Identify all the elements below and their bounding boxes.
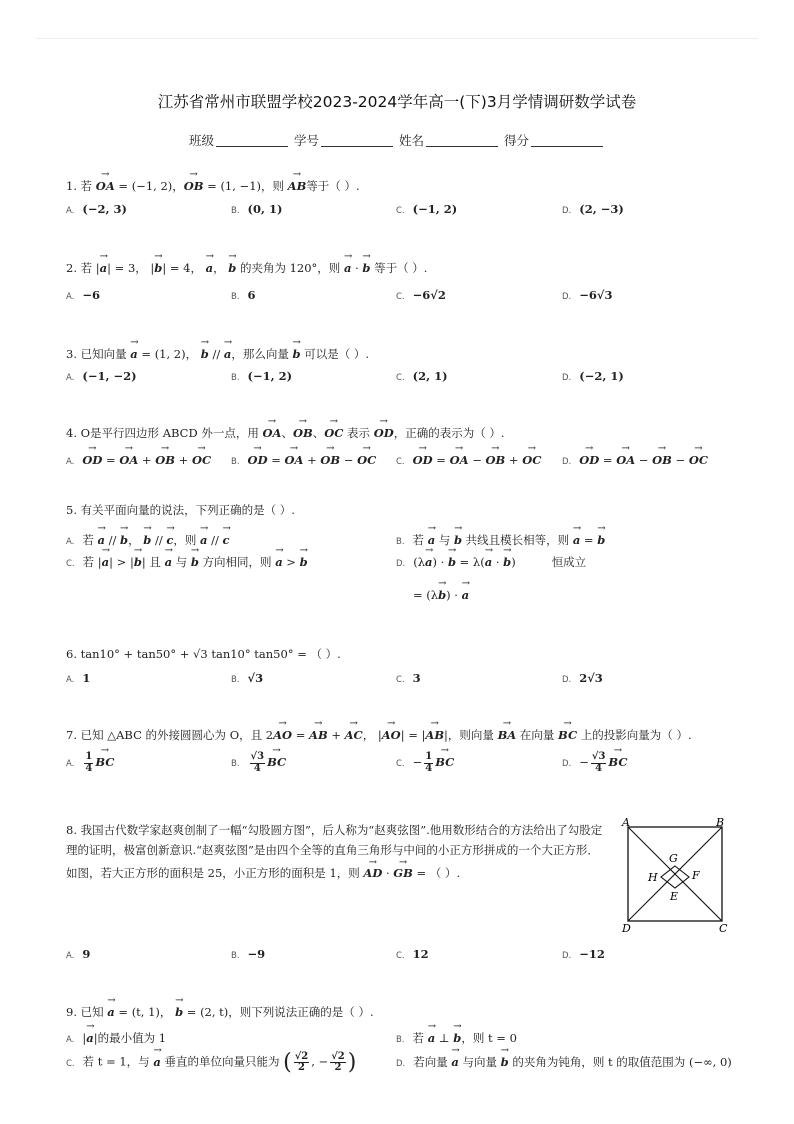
q8-option-d[interactable]: D. −12 xyxy=(562,947,605,961)
label-c: C xyxy=(719,922,728,935)
q6-option-c[interactable]: C. 3 xyxy=(396,671,421,685)
score-label: 得分 xyxy=(503,133,529,148)
q3-option-b[interactable]: B. (−1, 2) xyxy=(231,369,293,383)
page-top-rule xyxy=(36,38,758,39)
q8-option-c[interactable]: C. 12 xyxy=(396,947,429,961)
q2-option-b[interactable]: B. 6 xyxy=(231,288,256,302)
q3-option-d[interactable]: D. (−2, 1) xyxy=(562,369,624,383)
q5-option-c[interactable]: C. 若 |→ a| > |→ b| 且 → a 与 → b 方向相同，则 → a > → b xyxy=(66,552,308,570)
label-h: H xyxy=(648,871,658,884)
q2-option-d[interactable]: D. −6√3 xyxy=(562,288,613,302)
q1-option-b[interactable]: B. (0, 1) xyxy=(231,202,283,216)
q4-option-d[interactable]: D.→ OD = → OA − → OB − → OC xyxy=(562,450,708,467)
class-blank[interactable] xyxy=(216,146,288,147)
q1-option-d[interactable]: D. (2, −3) xyxy=(562,202,624,216)
q6-option-d[interactable]: D. 2√3 xyxy=(562,671,603,685)
q8-option-a[interactable]: A. 9 xyxy=(66,947,91,961)
score-blank[interactable] xyxy=(531,146,603,147)
q6-option-a[interactable]: A. 1 xyxy=(66,671,91,685)
q5-option-d[interactable]: D. (λ→ a) · → b = λ(→ a · → b) 恒成立 xyxy=(396,552,586,570)
question-1: 1. 若 → OA = (−1, 2)，→ OB = (1, −1)，则 → AB等于（ ）. xyxy=(66,176,360,194)
id-label: 学号 xyxy=(293,133,319,148)
q3-option-a[interactable]: A. (−1, −2) xyxy=(66,369,137,383)
label-b: B xyxy=(716,816,725,829)
q5-option-b[interactable]: B. 若 → a 与 → b 共线且模长相等，则 → a = → b xyxy=(396,530,605,548)
q9-option-c[interactable]: C. 若 t = 1，与 → a 垂直的单位向量只能为 ( $\frac{√2}{2}$ , − $\frac{√2}{2}$ ) xyxy=(66,1050,356,1075)
q4-option-a[interactable]: A.→ OD = → OA + → OB + → OC xyxy=(66,450,211,467)
q6-option-b[interactable]: B. √3 xyxy=(231,671,264,685)
label-g: G xyxy=(669,852,678,865)
q7-option-d[interactable]: D. − $\frac{√3}{4}$ → BC xyxy=(562,752,628,774)
question-6: 6. tan10° + tan50° + √3 tan10° tan50° = （ ）. xyxy=(66,647,341,661)
q2-option-a[interactable]: A. −6 xyxy=(66,288,101,302)
label-a: A xyxy=(622,816,630,829)
q1-option-a[interactable]: A. (−2, 3) xyxy=(66,202,127,216)
q1-option-c[interactable]: C. (−1, 2) xyxy=(396,202,458,216)
q7-option-b[interactable]: B. $\frac{√3}{4}$ → BC xyxy=(231,752,286,774)
q5-option-d-line2: = (λ→ b) · → a xyxy=(413,585,469,602)
name-blank[interactable] xyxy=(426,146,498,147)
q4-option-c[interactable]: C.→ OD = → OA − → OB + → OC xyxy=(396,450,541,467)
q8-option-b[interactable]: B. −9 xyxy=(231,947,266,961)
zhao-shuang-diagram xyxy=(618,815,734,937)
q4-option-b[interactable]: B.→ OD = → OA + → OB − → OC xyxy=(231,450,376,467)
q2-option-c[interactable]: C. −6√2 xyxy=(396,288,446,302)
inner-square xyxy=(661,866,689,888)
question-7: 7. 已知 △ABC 的外接圆圆心为 O，且 2→ AO = → AB + → AC， |→ AO| = |→ AB|，则向量 → BA 在向量 → BC 上的投影向量为（ ）. xyxy=(66,725,692,743)
question-2: 2. 若 |→ a| = 3， |→ b| = 4， → a， → b 的夹角为 120°，则 → a · → b 等于（ ）. xyxy=(66,258,427,276)
question-9: 9. 已知 → a = (t, 1)， → b = (2, t)，则下列说法正确的是（ ）. xyxy=(66,1002,374,1020)
label-d: D xyxy=(622,922,631,935)
page-title: 江苏省常州市联盟学校2023-2024学年高一(下)3月学情调研数学试卷 xyxy=(157,93,637,111)
name-label: 姓名 xyxy=(398,133,424,148)
q9-option-a[interactable]: A. |→ a|的最小值为 1 xyxy=(66,1028,166,1046)
question-4: 4. O是平行四边形 ABCD 外一点，用 → OA、→ OB、→ OC 表示 → OD，正确的表示为（ ）. xyxy=(66,423,505,441)
q9-option-d[interactable]: D. 若向量 → a 与向量 → b 的夹角为钝角，则 t 的取值范围为 (−∞, 0) xyxy=(396,1052,732,1070)
question-3: 3. 已知向量 → a = (1, 2)， → b // → a，那么向量 → b 可以是（ ）. xyxy=(66,344,369,362)
label-e: E xyxy=(670,890,679,903)
q3-option-c[interactable]: C. (2, 1) xyxy=(396,369,448,383)
class-label: 班级 xyxy=(188,133,214,148)
question-8: 8. 我国古代数学家赵爽创制了一幅“勾股圆方图”，后人称为“赵爽弦图”.他用数形结合的方法给出了勾股定理的证明，极富创新意识.“赵爽弦图”是由四个全等的直角三角形与中间的小正方形拼成的一个大正方形．如图，若大正方形的面积是 25，小正方形的面积是 1，则 → AD · → GB = （ ）. xyxy=(66,820,606,883)
q9-option-b[interactable]: B. 若 → a ⊥ → b，则 t = 0 xyxy=(396,1028,517,1046)
id-blank[interactable] xyxy=(321,146,393,147)
label-f: F xyxy=(692,869,700,882)
q7-option-a[interactable]: A. $\frac{1}{4}$ → BC xyxy=(66,752,114,774)
question-5: 5. 有关平面向量的说法，下列正确的是（ ）. xyxy=(66,503,295,517)
student-info-line xyxy=(0,131,794,149)
q7-option-c[interactable]: C. − $\frac{1}{4}$ → BC xyxy=(396,752,454,774)
q5-option-a[interactable]: A. 若 → a // → b， → b // → c，则 → a // → c xyxy=(66,530,230,548)
